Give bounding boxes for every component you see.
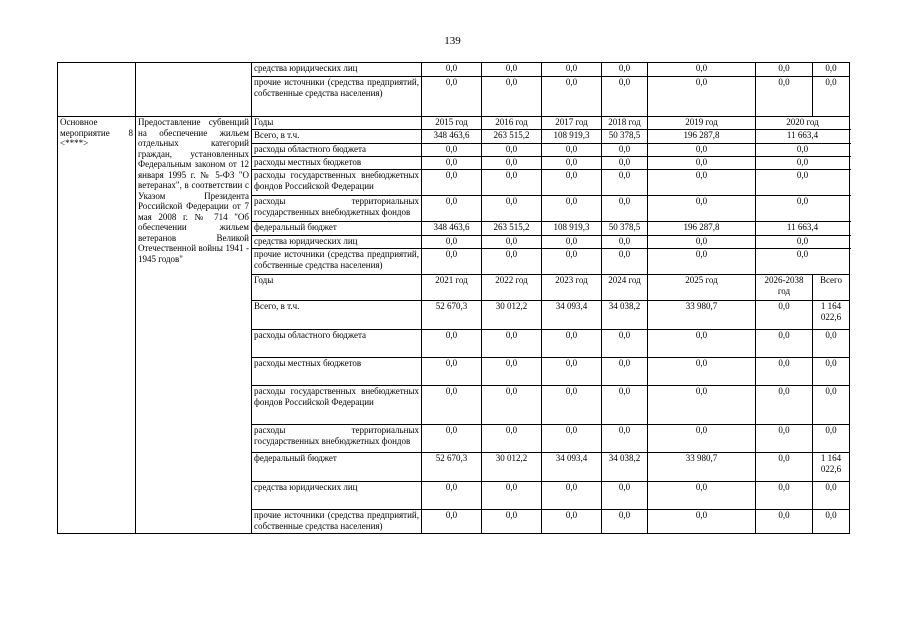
value-cell: 0,0 [542,196,602,222]
value-cell: 52 670,3 [422,301,482,330]
source-label: прочие источники (средства предприятий, собственные средства населения) [252,77,422,117]
value-cell: 0,0 [542,63,602,77]
value-cell: 52 670,3 [422,453,482,482]
value-cell: 0,0 [542,510,602,534]
value-cell: 33 980,7 [648,453,756,482]
value-cell: 0,0 [813,77,850,117]
value-cell: 0,0 [756,144,850,157]
source-label: расходы территориальных государственных внебюджетных фондов [252,196,422,222]
table-body [58,63,850,534]
value-cell: 0,0 [482,77,542,117]
source-label: расходы государственных внебюджетных фондов Российской Федерации [252,386,422,425]
source-label: Всего, в т.ч. [252,301,422,330]
value-cell: 0,0 [482,330,542,358]
year-header-cell: 2017 год [542,117,602,130]
value-cell: 0,0 [602,386,648,425]
value-cell: 0,0 [602,330,648,358]
value-cell: 0,0 [813,510,850,534]
value-cell: 0,0 [756,157,850,170]
value-cell: 0,0 [756,77,813,117]
value-cell: 0,0 [422,144,482,157]
value-cell: 0,0 [542,144,602,157]
value-cell: 0,0 [813,63,850,77]
year-header-row [58,117,850,130]
value-cell: 0,0 [602,196,648,222]
value-cell: 0,0 [482,236,542,249]
value-cell: 0,0 [648,249,756,275]
year-header-cell: 2018 год [602,117,648,130]
value-cell: 0,0 [648,196,756,222]
value-cell: 0,0 [542,157,602,170]
value-cell: 33 980,7 [648,301,756,330]
value-cell: 11 663,4 [756,222,850,236]
year-header-cell: 2015 год [422,117,482,130]
value-cell: 0,0 [422,425,482,453]
year-header-cell: 2024 год [602,275,648,301]
value-cell: 0,0 [422,63,482,77]
value-cell: 30 012,2 [482,453,542,482]
value-cell: 0,0 [542,358,602,386]
source-label: федеральный бюджет [252,222,422,236]
value-cell: 0,0 [648,63,756,77]
value-cell: 0,0 [602,157,648,170]
value-cell: 0,0 [756,249,850,275]
value-cell: 0,0 [602,170,648,196]
value-cell: 0,0 [813,386,850,425]
value-cell: 108 919,3 [542,222,602,236]
page-number: 139 [444,35,461,47]
value-cell: 0,0 [422,236,482,249]
source-label: средства юридических лиц [252,63,422,77]
value-cell: 0,0 [648,144,756,157]
value-cell: 0,0 [602,63,648,77]
value-cell: 0,0 [602,358,648,386]
source-label: расходы областного бюджета [252,330,422,358]
value-cell: 0,0 [648,425,756,453]
value-cell: 0,0 [756,386,813,425]
year-header-cell: 2023 год [542,275,602,301]
value-cell: 0,0 [542,425,602,453]
value-cell: 34 093,4 [542,301,602,330]
value-cell: 0,0 [756,358,813,386]
value-cell: 0,0 [482,386,542,425]
value-cell: 263 515,2 [482,222,542,236]
value-cell: 348 463,6 [422,130,482,144]
value-cell: 0,0 [482,358,542,386]
value-cell: 0,0 [422,330,482,358]
source-label: расходы областного бюджета [252,144,422,157]
year-header-cell: 2019 год [648,117,756,130]
value-cell: 0,0 [422,196,482,222]
value-cell: 0,0 [756,330,813,358]
value-cell: 0,0 [422,482,482,510]
value-cell: 0,0 [648,330,756,358]
value-cell: 0,0 [756,425,813,453]
empty-cell [136,63,252,117]
year-header-cell: 2021 год [422,275,482,301]
event-code: Основное мероприятие 8 <****> [58,117,136,534]
value-cell: 0,0 [542,236,602,249]
value-cell: 0,0 [482,482,542,510]
value-cell: 0,0 [422,170,482,196]
value-cell: 0,0 [542,330,602,358]
source-label: расходы местных бюджетов [252,157,422,170]
budget-table [57,62,850,534]
source-label: прочие источники (средства предприятий, собственные средства населения) [252,510,422,534]
value-cell: 0,0 [542,77,602,117]
value-cell: 11 663,4 [756,130,850,144]
value-cell: 0,0 [482,170,542,196]
value-cell: 0,0 [482,510,542,534]
value-cell: 0,0 [756,196,850,222]
value-cell: 0,0 [813,330,850,358]
value-cell: 34 038,2 [602,301,648,330]
source-label: расходы государственных внебюджетных фондов Российской Федерации [252,170,422,196]
years-label: Годы [252,117,422,130]
year-header-cell: 2016 год [482,117,542,130]
value-cell: 108 919,3 [542,130,602,144]
value-cell: 0,0 [482,63,542,77]
value-cell: 30 012,2 [482,301,542,330]
years-label: Годы [252,275,422,301]
source-label: Всего, в т.ч. [252,130,422,144]
value-cell: 0,0 [648,386,756,425]
year-header-cell: Всего [813,275,850,301]
value-cell: 0,0 [602,425,648,453]
value-cell: 0,0 [602,77,648,117]
year-header-cell: 2020 год [756,117,850,130]
source-label: федеральный бюджет [252,453,422,482]
value-cell: 348 463,6 [422,222,482,236]
value-cell: 50 378,5 [602,130,648,144]
value-cell: 0,0 [813,425,850,453]
value-cell: 1 164 022,6 [813,453,850,482]
value-cell: 0,0 [542,386,602,425]
value-cell: 196 287,8 [648,222,756,236]
value-cell: 0,0 [813,482,850,510]
value-cell: 0,0 [648,358,756,386]
value-cell: 0,0 [602,510,648,534]
value-cell: 50 378,5 [602,222,648,236]
value-cell: 0,0 [542,482,602,510]
value-cell: 0,0 [648,157,756,170]
value-cell: 0,0 [648,170,756,196]
value-cell: 0,0 [756,510,813,534]
year-header-cell: 2025 год [648,275,756,301]
value-cell: 0,0 [542,249,602,275]
value-cell: 34 038,2 [602,453,648,482]
source-label: прочие источники (средства предприятий, собственные средства населения) [252,249,422,275]
year-header-cell: 2026-2038 год [756,275,813,301]
value-cell: 0,0 [756,170,850,196]
value-cell: 0,0 [756,482,813,510]
value-cell: 1 164 022,6 [813,301,850,330]
value-cell: 0,0 [422,77,482,117]
value-cell: 0,0 [602,249,648,275]
source-label: расходы местных бюджетов [252,358,422,386]
value-cell: 0,0 [756,301,813,330]
value-cell: 263 515,2 [482,130,542,144]
year-header-cell: 2022 год [482,275,542,301]
value-cell: 0,0 [648,482,756,510]
value-cell: 0,0 [813,358,850,386]
value-cell: 0,0 [422,358,482,386]
value-cell: 0,0 [648,236,756,249]
value-cell: 196 287,8 [648,130,756,144]
value-cell: 0,0 [422,249,482,275]
value-cell: 0,0 [422,386,482,425]
empty-cell [58,63,136,117]
value-cell: 0,0 [482,249,542,275]
value-cell: 34 093,4 [542,453,602,482]
value-cell: 0,0 [482,144,542,157]
value-cell: 0,0 [482,196,542,222]
value-cell: 0,0 [648,77,756,117]
event-description: Предоставление субвенций на обеспечение жильем отдельных категорий граждан, установленных Федеральным законом от 12 января 1995 г. № 5-ФЗ "О ветеранах", в соответствии с Указом Президента Российской Федерации от 7 мая 2008 г. № 714 "Об обеспечении жильем ветеранов Великой Отечественной войны 1941 - 1945 годов" [136,117,252,534]
value-cell: 0,0 [422,157,482,170]
value-cell: 0,0 [602,236,648,249]
source-label: средства юридических лиц [252,236,422,249]
value-cell: 0,0 [756,453,813,482]
value-cell: 0,0 [648,510,756,534]
source-label: расходы территориальных государственных внебюджетных фондов [252,425,422,453]
value-cell: 0,0 [756,63,813,77]
value-cell: 0,0 [542,170,602,196]
value-cell: 0,0 [482,425,542,453]
source-label: средства юридических лиц [252,482,422,510]
value-cell: 0,0 [482,157,542,170]
value-cell: 0,0 [422,510,482,534]
value-cell: 0,0 [602,144,648,157]
value-cell: 0,0 [602,482,648,510]
top-row [58,63,850,77]
value-cell: 0,0 [756,236,850,249]
